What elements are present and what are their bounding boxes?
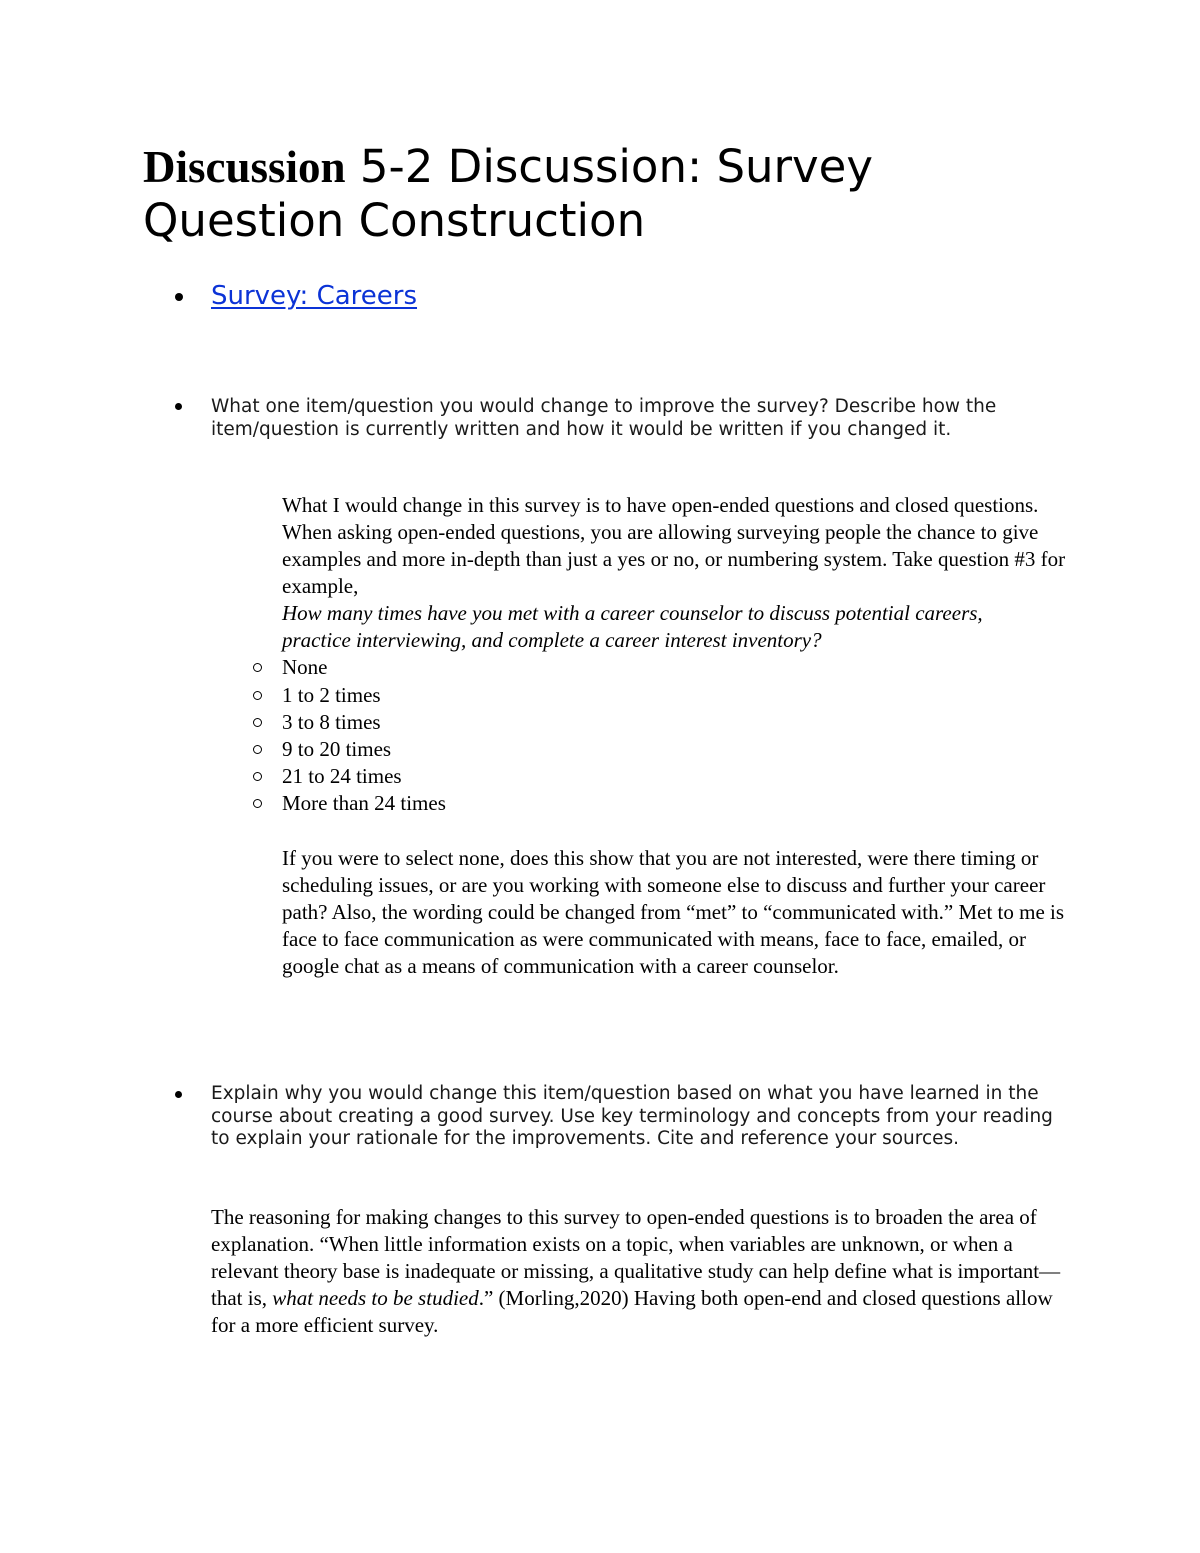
survey-question-3: How many times have you met with a career counselor to discuss potential careers, practice interviewing, and complete a career interest inventory? bbox=[282, 601, 983, 652]
prompt-question-2: Explain why you would change this item/question based on what you have learned in the course about creating a good survey. Use key terminology and concepts from your reading to explain your rationale for the improvements. Cite and reference your sources. bbox=[211, 1083, 1053, 1149]
rationale-italic-quote: what needs to be studied bbox=[272, 1286, 479, 1310]
answer-rationale-paragraph bbox=[211, 1204, 1079, 1339]
option-item: 1 to 2 times bbox=[282, 683, 381, 707]
answer-followup-paragraph: If you were to select none, does this show that you are not interested, were there timing or scheduling issues, or are you working with someone else to discuss and further your career path? Also, the wording could be changed from “met” to “communicated with.” Met to me is face to face communication as were communicated with means, face to face, emailed, or google chat as a means of communication with a career counselor. bbox=[282, 846, 1065, 978]
option-item: More than 24 times bbox=[282, 791, 446, 815]
rationale-citation: .” (Morling,2020) Having both open-end and closed questions allow for a more efficient survey. bbox=[211, 1286, 1053, 1337]
page-title bbox=[143, 140, 1043, 248]
option-item: 21 to 24 times bbox=[282, 764, 402, 788]
title-rest: 5-2 Discussion: Survey Question Construction bbox=[143, 140, 873, 247]
survey-careers-link[interactable]: Survey: Careers bbox=[211, 281, 418, 311]
option-item: 3 to 8 times bbox=[282, 710, 381, 734]
option-item: 9 to 20 times bbox=[282, 737, 392, 761]
option-bullet-icon bbox=[253, 772, 262, 781]
prompt-question-1: What one item/question you would change to improve the survey? Describe how the item/question is currently written and how it would be written if you changed it. bbox=[211, 396, 997, 440]
title-word-discussion: Discussion bbox=[143, 142, 346, 192]
option-bullet-icon bbox=[253, 799, 262, 808]
option-bullet-icon bbox=[253, 745, 262, 754]
rationale-text: The reasoning for making changes to this survey to open-ended questions is to broaden the area of explanation. “When little information exists on a topic, when variables are unknown, or when a relevant theory base is inadequate or missing, a qualitative study can help define what is important—that is, bbox=[211, 1205, 1061, 1310]
bullet-icon bbox=[175, 293, 183, 301]
option-item: None bbox=[282, 655, 328, 679]
answer-intro-paragraph: What I would change in this survey is to have open-ended questions and closed questions. When asking open-ended questions, you are allowing surveying people the chance to give examples and more in-depth than just a yes or no, or numbering system. Take question #3 for example, bbox=[282, 493, 1066, 598]
bullet-icon bbox=[175, 403, 182, 410]
bullet-icon bbox=[175, 1091, 182, 1098]
option-bullet-icon bbox=[253, 663, 262, 672]
option-bullet-icon bbox=[253, 691, 262, 700]
option-bullet-icon bbox=[253, 718, 262, 727]
